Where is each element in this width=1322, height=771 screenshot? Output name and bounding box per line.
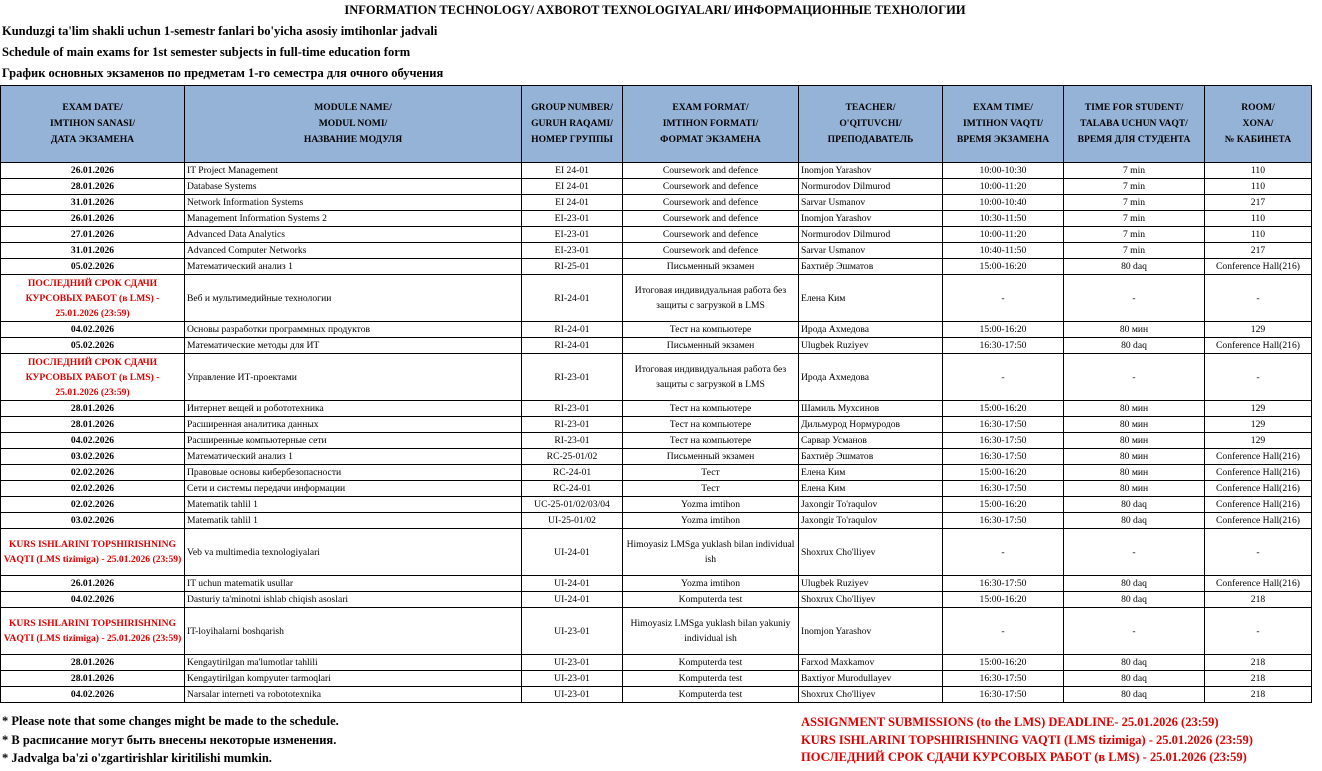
cell-room: Conference Hall(216) [1205, 449, 1312, 465]
cell-teacher: Шамиль Мухсинов [799, 401, 943, 417]
cell-module: Сети и системы передачи информации [185, 481, 522, 497]
cell-date: 03.02.2026 [1, 449, 185, 465]
cell-student-time: 80 daq [1064, 259, 1205, 275]
cell-format: Yozma imtihon [623, 513, 799, 529]
table-row [1, 465, 1312, 481]
table-row [1, 195, 1312, 211]
table-row [1, 576, 1312, 592]
cell-date: 28.01.2026 [1, 179, 185, 195]
table-row [1, 608, 1312, 655]
cell-module: Веб и мультимедийные технологии [185, 275, 522, 322]
cell-date: 28.01.2026 [1, 671, 185, 687]
cell-teacher: Inomjon Yarashov [799, 163, 943, 179]
cell-time: 10:00-10:30 [943, 163, 1064, 179]
cell-group: RI-23-01 [522, 354, 623, 401]
cell-module: Dasturiy ta'minotni ishlab chiqish asoslari [185, 592, 522, 608]
cell-format: Yozma imtihon [623, 576, 799, 592]
cell-room: - [1205, 354, 1312, 401]
cell-teacher: Дильмурод Нормуродов [799, 417, 943, 433]
cell-time: 16:30-17:50 [943, 417, 1064, 433]
cell-group: UI-23-01 [522, 687, 623, 703]
cell-format: Coursework and defence [623, 195, 799, 211]
cell-date: ПОСЛЕДНИЙ СРОК СДАЧИ КУРСОВЫХ РАБОТ (в LMS) - 25.01.2026 (23:59) [1, 354, 185, 401]
cell-group: RI-23-01 [522, 401, 623, 417]
cell-time: 15:00-16:20 [943, 322, 1064, 338]
cell-teacher: Sarvar Usmanov [799, 195, 943, 211]
cell-module: Advanced Computer Networks [185, 243, 522, 259]
cell-format: Coursework and defence [623, 227, 799, 243]
cell-format: Yozma imtihon [623, 497, 799, 513]
table-row [1, 513, 1312, 529]
cell-group: UI-24-01 [522, 592, 623, 608]
cell-format: Тест [623, 465, 799, 481]
cell-date: 26.01.2026 [1, 211, 185, 227]
deadlines-block [801, 714, 1253, 767]
cell-room: Conference Hall(216) [1205, 513, 1312, 529]
cell-format: Тест на компьютере [623, 322, 799, 338]
table-row [1, 671, 1312, 687]
cell-time: 15:00-16:20 [943, 401, 1064, 417]
cell-time: 16:30-17:50 [943, 449, 1064, 465]
cell-teacher: Shoxrux Cho'lliyev [799, 687, 943, 703]
cell-student-time: 80 мин [1064, 401, 1205, 417]
cell-module: Network Information Systems [185, 195, 522, 211]
table-row [1, 687, 1312, 703]
cell-module: Расширенная аналитика данных [185, 417, 522, 433]
cell-time: 15:00-16:20 [943, 465, 1064, 481]
cell-teacher: Jaxongir To'raqulov [799, 513, 943, 529]
cell-date: 28.01.2026 [1, 655, 185, 671]
cell-module: Matematik tahlil 1 [185, 497, 522, 513]
table-row [1, 227, 1312, 243]
cell-module: Расширенные компьютерные сети [185, 433, 522, 449]
cell-time: 16:30-17:50 [943, 687, 1064, 703]
cell-teacher: Shoxrux Cho'lliyev [799, 592, 943, 608]
cell-format: Komputerda test [623, 655, 799, 671]
cell-room: 110 [1205, 163, 1312, 179]
col-header-format: EXAM FORMAT/ IMTIHON FORMATI/ ФОРМАТ ЭКЗАМЕНА [623, 86, 799, 163]
cell-date: 04.02.2026 [1, 592, 185, 608]
cell-student-time: 80 daq [1064, 338, 1205, 354]
cell-student-time: - [1064, 529, 1205, 576]
cell-student-time: 80 daq [1064, 671, 1205, 687]
cell-group: RC-24-01 [522, 481, 623, 497]
cell-date: KURS ISHLARINI TOPSHIRISHNING VAQTI (LMS tizimiga) - 25.01.2026 (23:59) [1, 529, 185, 576]
cell-student-time: 7 min [1064, 179, 1205, 195]
cell-group: RI-23-01 [522, 433, 623, 449]
cell-format: Komputerda test [623, 687, 799, 703]
cell-group: UI-23-01 [522, 655, 623, 671]
cell-student-time: 80 мин [1064, 417, 1205, 433]
cell-date: 26.01.2026 [1, 576, 185, 592]
cell-date: 28.01.2026 [1, 417, 185, 433]
cell-module: Narsalar interneti va robototexnika [185, 687, 522, 703]
cell-time: 16:30-17:50 [943, 576, 1064, 592]
cell-format: Тест на компьютере [623, 433, 799, 449]
cell-teacher: Jaxongir To'raqulov [799, 497, 943, 513]
cell-time: 16:30-17:50 [943, 671, 1064, 687]
cell-room: Conference Hall(216) [1205, 481, 1312, 497]
cell-room: 110 [1205, 211, 1312, 227]
cell-module: Management Information Systems 2 [185, 211, 522, 227]
cell-teacher: Бахтиёр Эшматов [799, 449, 943, 465]
cell-module: Kengaytirilgan ma'lumotlar tahlili [185, 655, 522, 671]
cell-teacher: Shoxrux Cho'lliyev [799, 529, 943, 576]
table-row [1, 354, 1312, 401]
table-row [1, 243, 1312, 259]
cell-format: Coursework and defence [623, 211, 799, 227]
cell-room: 218 [1205, 655, 1312, 671]
cell-group: UI-24-01 [522, 576, 623, 592]
table-row [1, 322, 1312, 338]
cell-format: Komputerda test [623, 671, 799, 687]
table-row [1, 401, 1312, 417]
cell-teacher: Normurodov Dilmurod [799, 179, 943, 195]
cell-teacher: Inomjon Yarashov [799, 608, 943, 655]
cell-format: Coursework and defence [623, 243, 799, 259]
cell-room: 218 [1205, 687, 1312, 703]
cell-date: 05.02.2026 [1, 338, 185, 354]
table-row [1, 417, 1312, 433]
cell-group: UI-25-01/02 [522, 513, 623, 529]
col-header-group: GROUP NUMBER/ GURUH RAQAMI/ НОМЕР ГРУППЫ [522, 86, 623, 163]
cell-module: Veb va multimedia texnologiyalari [185, 529, 522, 576]
cell-date: ПОСЛЕДНИЙ СРОК СДАЧИ КУРСОВЫХ РАБОТ (в LMS) - 25.01.2026 (23:59) [1, 275, 185, 322]
cell-time: 10:00-11:20 [943, 179, 1064, 195]
exam-schedule-table [0, 85, 1312, 703]
cell-date: 05.02.2026 [1, 259, 185, 275]
cell-group: EI-23-01 [522, 243, 623, 259]
cell-format: Письменный экзамен [623, 449, 799, 465]
cell-room: Conference Hall(216) [1205, 338, 1312, 354]
table-row [1, 259, 1312, 275]
cell-format: Himoyasiz LMSga yuklash bilan yakuniy individual ish [623, 608, 799, 655]
cell-room: Conference Hall(216) [1205, 465, 1312, 481]
cell-time: - [943, 529, 1064, 576]
note-uz: * Jadvalga ba'zi o'zgartirishlar kiritilishi mumkin. [2, 751, 272, 765]
cell-time: - [943, 275, 1064, 322]
cell-module: Matematik tahlil 1 [185, 513, 522, 529]
cell-time: 16:30-17:50 [943, 513, 1064, 529]
cell-student-time: 80 мин [1064, 322, 1205, 338]
cell-group: RC-24-01 [522, 465, 623, 481]
cell-teacher: Елена Ким [799, 465, 943, 481]
cell-module: Математический анализ 1 [185, 449, 522, 465]
cell-date: KURS ISHLARINI TOPSHIRISHNING VAQTI (LMS tizimiga) - 25.01.2026 (23:59) [1, 608, 185, 655]
col-header-student-time: TIME FOR STUDENT/ TALABA UCHUN VAQT/ ВРЕМЯ ДЛЯ СТУДЕНТА [1064, 86, 1205, 163]
cell-time: 15:00-16:20 [943, 497, 1064, 513]
cell-teacher: Normurodov Dilmurod [799, 227, 943, 243]
note-ru: * В расписание могут быть внесены некоторые изменения. [2, 732, 337, 747]
cell-group: UI-23-01 [522, 608, 623, 655]
cell-group: UC-25-01/02/03/04 [522, 497, 623, 513]
cell-teacher: Елена Ким [799, 481, 943, 497]
cell-room: - [1205, 608, 1312, 655]
cell-module: Advanced Data Analytics [185, 227, 522, 243]
cell-room: 217 [1205, 243, 1312, 259]
cell-room: - [1205, 275, 1312, 322]
table-body [1, 163, 1312, 703]
table-row [1, 449, 1312, 465]
table-row [1, 163, 1312, 179]
cell-module: IT Project Management [185, 163, 522, 179]
cell-time: 15:00-16:20 [943, 259, 1064, 275]
cell-room: 110 [1205, 227, 1312, 243]
cell-room: 110 [1205, 179, 1312, 195]
cell-time: 16:30-17:50 [943, 433, 1064, 449]
notes-block [2, 712, 339, 768]
cell-format: Himoyasiz LMSga yuklash bilan individual ish [623, 529, 799, 576]
cell-student-time: 80 daq [1064, 687, 1205, 703]
cell-date: 04.02.2026 [1, 433, 185, 449]
col-header-teacher: TEACHER/ O'QITUVCHI/ ПРЕПОДАВАТЕЛЬ [799, 86, 943, 163]
cell-student-time: 7 min [1064, 227, 1205, 243]
cell-time: 10:00-11:20 [943, 227, 1064, 243]
cell-date: 31.01.2026 [1, 243, 185, 259]
cell-date: 04.02.2026 [1, 322, 185, 338]
table-row [1, 497, 1312, 513]
cell-time: - [943, 608, 1064, 655]
col-header-room: ROOM/ XONA/ № КАБИНЕТА [1205, 86, 1312, 163]
cell-group: EI-23-01 [522, 227, 623, 243]
cell-group: RI-25-01 [522, 259, 623, 275]
cell-time: 16:30-17:50 [943, 481, 1064, 497]
cell-module: Kengaytirilgan kompyuter tarmoqlari [185, 671, 522, 687]
deadline-uz: KURS ISHLARINI TOPSHIRISHNING VAQTI (LMS tizimiga) - 25.01.2026 (23:59) [801, 732, 1253, 747]
cell-group: RI-24-01 [522, 338, 623, 354]
cell-group: UI-24-01 [522, 529, 623, 576]
cell-date: 02.02.2026 [1, 465, 185, 481]
table-row [1, 433, 1312, 449]
cell-group: EI 24-01 [522, 163, 623, 179]
cell-room: 129 [1205, 322, 1312, 338]
cell-date: 27.01.2026 [1, 227, 185, 243]
cell-time: 15:00-16:20 [943, 592, 1064, 608]
table-row [1, 529, 1312, 576]
subtitle-en: Schedule of main exams for 1st semester subjects in full-time education form [2, 45, 411, 59]
cell-student-time: 80 daq [1064, 497, 1205, 513]
cell-module: Математические методы для ИТ [185, 338, 522, 354]
cell-date: 28.01.2026 [1, 401, 185, 417]
cell-date: 26.01.2026 [1, 163, 185, 179]
cell-student-time: 7 min [1064, 211, 1205, 227]
cell-teacher: Farxod Maxkamov [799, 655, 943, 671]
cell-time: 16:30-17:50 [943, 338, 1064, 354]
page-title: INFORMATION TECHNOLOGY/ AXBOROT TEXNOLOGIYALARI/ ИНФОРМАЦИОННЫЕ ТЕХНОЛОГИИ [344, 3, 966, 17]
cell-room: 218 [1205, 592, 1312, 608]
cell-student-time: 80 мин [1064, 465, 1205, 481]
cell-student-time: - [1064, 354, 1205, 401]
cell-student-time: - [1064, 275, 1205, 322]
cell-format: Komputerda test [623, 592, 799, 608]
cell-room: 129 [1205, 417, 1312, 433]
cell-time: 10:30-11:50 [943, 211, 1064, 227]
cell-student-time: 7 min [1064, 243, 1205, 259]
cell-teacher: Ulugbek Ruziyev [799, 338, 943, 354]
cell-group: EI-23-01 [522, 211, 623, 227]
cell-student-time: 80 daq [1064, 576, 1205, 592]
cell-module: Управление ИТ-проектами [185, 354, 522, 401]
cell-module: IT-loyihalarni boshqarish [185, 608, 522, 655]
cell-group: RI-24-01 [522, 275, 623, 322]
cell-date: 31.01.2026 [1, 195, 185, 211]
cell-group: EI 24-01 [522, 179, 623, 195]
cell-room: - [1205, 529, 1312, 576]
col-header-date: EXAM DATE/ IMTIHON SANASI/ ДАТА ЭКЗАМЕНА [1, 86, 185, 163]
cell-room: Conference Hall(216) [1205, 259, 1312, 275]
note-en: * Please note that some changes might be made to the schedule. [2, 714, 339, 728]
cell-teacher: Сарвар Усманов [799, 433, 943, 449]
table-row [1, 211, 1312, 227]
cell-teacher: Baxtiyor Murodullayev [799, 671, 943, 687]
cell-format: Тест [623, 481, 799, 497]
cell-format: Coursework and defence [623, 179, 799, 195]
table-row [1, 338, 1312, 354]
cell-teacher: Бахтиёр Эшматов [799, 259, 943, 275]
cell-format: Тест на компьютере [623, 417, 799, 433]
cell-student-time: 7 min [1064, 195, 1205, 211]
table-row [1, 592, 1312, 608]
cell-time: 15:00-16:20 [943, 655, 1064, 671]
cell-student-time: 7 min [1064, 163, 1205, 179]
deadline-en: ASSIGNMENT SUBMISSIONS (to the LMS) DEADLINE- 25.01.2026 (23:59) [801, 715, 1219, 729]
cell-room: 218 [1205, 671, 1312, 687]
cell-module: Правовые основы кибербезопасности [185, 465, 522, 481]
cell-group: RI-23-01 [522, 417, 623, 433]
cell-student-time: - [1064, 608, 1205, 655]
subtitle-uz: Kunduzgi ta'lim shakli uchun 1-semestr fanlari bo'yicha asosiy imtihonlar jadvali [2, 24, 438, 38]
cell-room: Conference Hall(216) [1205, 576, 1312, 592]
cell-student-time: 80 daq [1064, 513, 1205, 529]
cell-module: Основы разработки программных продуктов [185, 322, 522, 338]
cell-time: 10:00-10:40 [943, 195, 1064, 211]
cell-group: RC-25-01/02 [522, 449, 623, 465]
cell-room: 129 [1205, 433, 1312, 449]
cell-date: 02.02.2026 [1, 481, 185, 497]
cell-format: Письменный экзамен [623, 338, 799, 354]
cell-teacher: Sarvar Usmanov [799, 243, 943, 259]
cell-module: Интернет вещей и робототехника [185, 401, 522, 417]
cell-student-time: 80 мин [1064, 433, 1205, 449]
cell-student-time: 80 daq [1064, 655, 1205, 671]
cell-format: Итоговая индивидуальная работа без защиты с загрузкой в LMS [623, 275, 799, 322]
cell-teacher: Inomjon Yarashov [799, 211, 943, 227]
cell-teacher: Ulugbek Ruziyev [799, 576, 943, 592]
cell-student-time: 80 мин [1064, 449, 1205, 465]
deadline-ru: ПОСЛЕДНИЙ СРОК СДАЧИ КУРСОВЫХ РАБОТ (в LMS) - 25.01.2026 (23:59) [801, 750, 1247, 764]
cell-room: 217 [1205, 195, 1312, 211]
cell-date: 03.02.2026 [1, 513, 185, 529]
cell-group: RI-24-01 [522, 322, 623, 338]
cell-format: Письменный экзамен [623, 259, 799, 275]
table-row [1, 179, 1312, 195]
cell-module: Математический анализ 1 [185, 259, 522, 275]
cell-student-time: 80 daq [1064, 592, 1205, 608]
cell-time: 10:40-11:50 [943, 243, 1064, 259]
col-header-time: EXAM TIME/ IMTIHON VAQTI/ ВРЕМЯ ЭКЗАМЕНА [943, 86, 1064, 163]
cell-teacher: Ирода Ахмедова [799, 354, 943, 401]
cell-room: Conference Hall(216) [1205, 497, 1312, 513]
cell-date: 04.02.2026 [1, 687, 185, 703]
cell-module: Database Systems [185, 179, 522, 195]
cell-format: Тест на компьютере [623, 401, 799, 417]
cell-format: Coursework and defence [623, 163, 799, 179]
cell-module: IT uchun matematik usullar [185, 576, 522, 592]
cell-format: Итоговая индивидуальная работа без защиты с загрузкой в LMS [623, 354, 799, 401]
cell-teacher: Ирода Ахмедова [799, 322, 943, 338]
table-row [1, 481, 1312, 497]
cell-time: - [943, 354, 1064, 401]
cell-date: 02.02.2026 [1, 497, 185, 513]
table-header-row [1, 86, 1312, 163]
table-row [1, 655, 1312, 671]
cell-group: UI-23-01 [522, 671, 623, 687]
col-header-module: MODULE NAME/ MODUL NOMI/ НАЗВАНИЕ МОДУЛЯ [185, 86, 522, 163]
cell-student-time: 80 мин [1064, 481, 1205, 497]
cell-room: 129 [1205, 401, 1312, 417]
subtitle-ru: График основных экзаменов по предметам 1-го семестра для очного обучения [2, 66, 444, 80]
table-row [1, 275, 1312, 322]
cell-teacher: Елена Ким [799, 275, 943, 322]
cell-group: EI 24-01 [522, 195, 623, 211]
